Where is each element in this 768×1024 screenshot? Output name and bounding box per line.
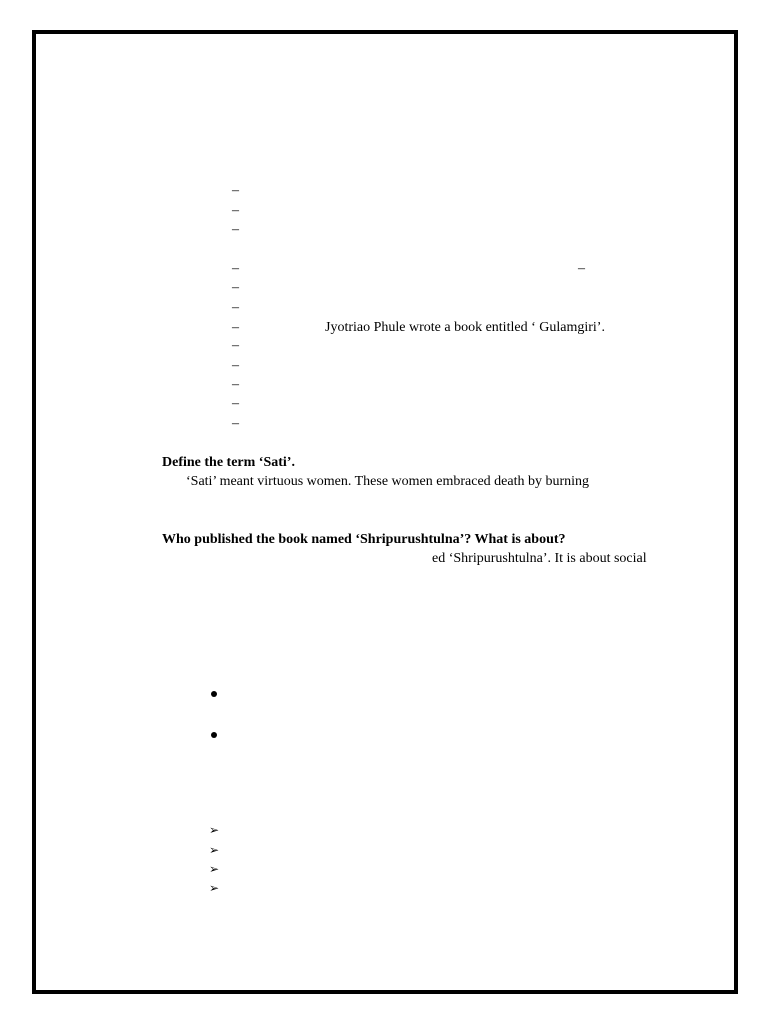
dash-marker: –	[232, 416, 239, 431]
question-shripurushtulna: Who published the book named ‘Shripurushtulna’? What is about?	[162, 532, 566, 547]
dash-marker: –	[232, 338, 239, 353]
dash-marker: –	[232, 320, 239, 335]
answer-shripurushtulna: ed ‘Shripurushtulna’. It is about social	[432, 551, 647, 566]
arrow-bullet-icon: ➢	[209, 862, 220, 876]
dash-marker: –	[232, 222, 239, 237]
arrow-bullet-icon: ➢	[209, 823, 220, 837]
dash-marker: –	[232, 203, 239, 218]
dash-marker: –	[232, 358, 239, 373]
dash-marker: –	[232, 261, 239, 276]
page-border	[32, 30, 738, 994]
dash-marker: –	[232, 300, 239, 315]
arrow-bullet-icon: ➢	[209, 843, 220, 857]
arrow-bullet-icon: ➢	[209, 881, 220, 895]
answer-sati: ‘Sati’ meant virtuous women. These women embraced death by burning	[186, 474, 590, 489]
dash-marker: –	[232, 280, 239, 295]
bullet-marker	[211, 732, 217, 738]
bottom-rule	[32, 990, 738, 991]
dash-marker: –	[232, 183, 239, 198]
dash-marker: –	[578, 261, 585, 276]
dash-marker: –	[232, 396, 239, 411]
question-sati: Define the term ‘Sati’.	[162, 455, 295, 470]
phule-line: Jyotriao Phule wrote a book entitled ‘ Gulamgiri’.	[325, 320, 605, 335]
bullet-marker	[211, 691, 217, 697]
dash-marker: –	[232, 377, 239, 392]
